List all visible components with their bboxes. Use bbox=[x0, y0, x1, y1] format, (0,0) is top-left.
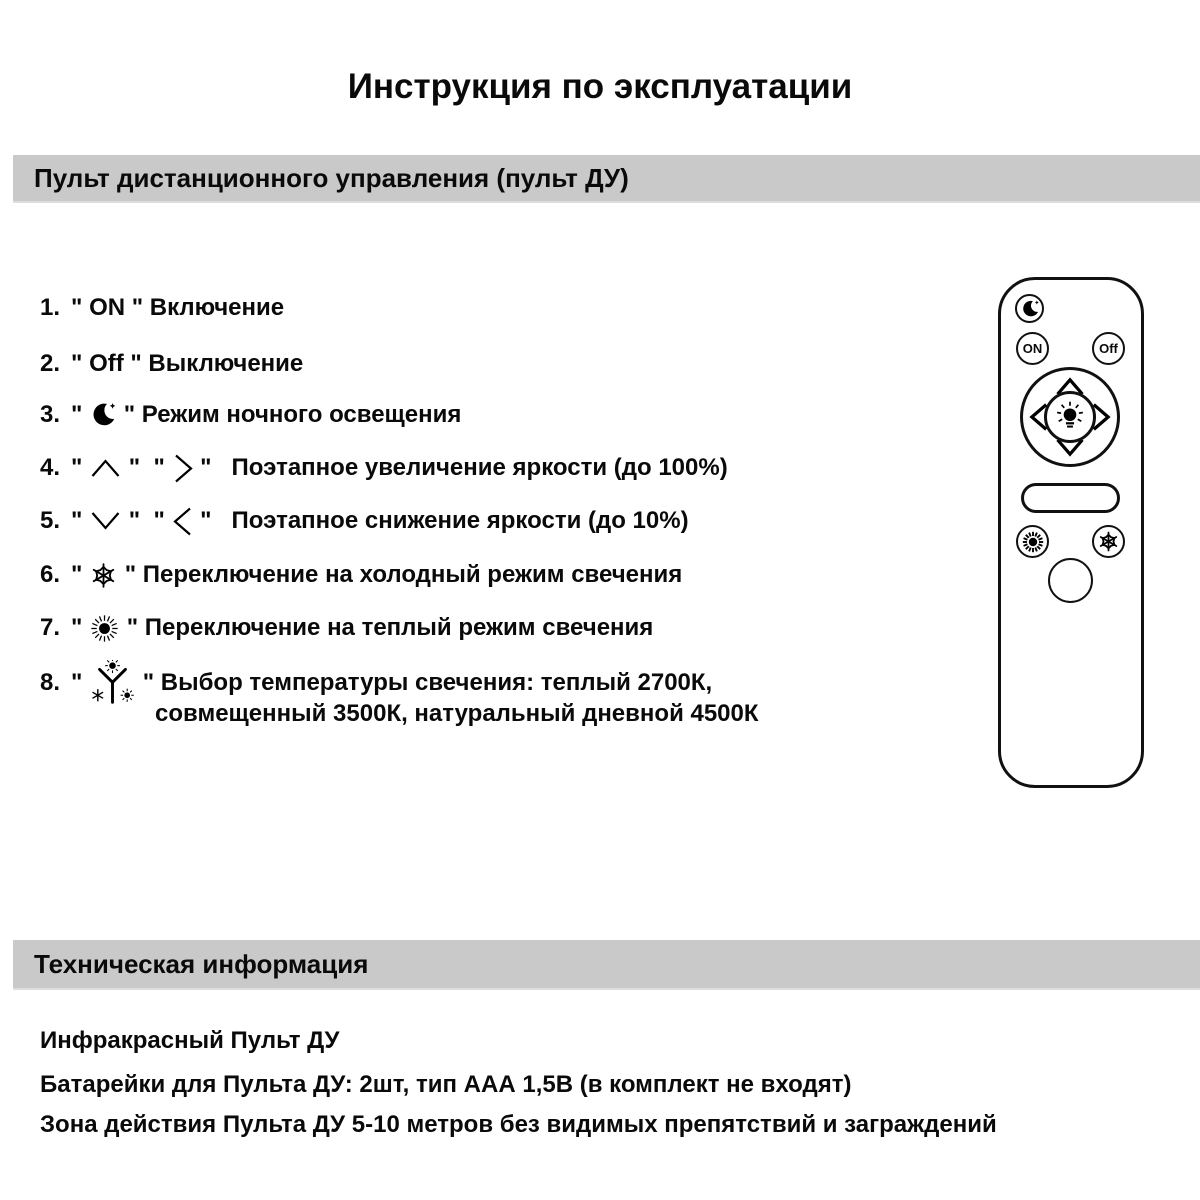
item-text: " bbox=[71, 561, 90, 588]
off-button bbox=[1092, 332, 1125, 365]
item-text: " " bbox=[122, 507, 172, 534]
item-text: " " bbox=[122, 454, 172, 481]
section-header-remote-label: Пульт дистанционного управления (пульт ДУ) bbox=[34, 162, 629, 193]
instruction-item-2 bbox=[40, 347, 303, 381]
tech-line-batteries: Батарейки для Пульта ДУ: 2шт, тип ААА 1,5В (в комплект не входят) bbox=[40, 1071, 852, 1098]
item-number: 6. bbox=[40, 561, 61, 588]
blank-pill-button bbox=[1021, 483, 1120, 513]
off-button-label: Off bbox=[1099, 341, 1118, 356]
instruction-item-7 bbox=[40, 611, 653, 645]
on-button-label: ON bbox=[1022, 341, 1043, 356]
moon-star-icon bbox=[89, 401, 117, 429]
chevron-up-icon bbox=[89, 457, 122, 479]
item-number: 7. bbox=[40, 614, 61, 641]
brightness-center-button bbox=[1044, 391, 1096, 443]
item-text: " Поэтапное увеличение яркости (до 100%) bbox=[193, 454, 728, 481]
item-number: 5. bbox=[40, 507, 61, 534]
sun-icon bbox=[1021, 530, 1045, 554]
blank-round-button bbox=[1048, 558, 1093, 603]
section-header-tech bbox=[13, 940, 1200, 990]
chevron-right-icon bbox=[172, 452, 194, 485]
cold-mode-button bbox=[1092, 525, 1125, 558]
sun-icon bbox=[89, 613, 120, 644]
item-text: " bbox=[71, 669, 90, 696]
item-number: 3. bbox=[40, 401, 61, 428]
warm-mode-button bbox=[1016, 525, 1049, 558]
item-text: " Поэтапное снижение яркости (до 10%) bbox=[193, 507, 689, 534]
item-text: " bbox=[71, 614, 90, 641]
item-text: " Переключение на холодный режим свечения bbox=[118, 561, 683, 588]
item-text: " bbox=[71, 454, 90, 481]
item-number: 1. bbox=[40, 294, 61, 321]
instruction-item-8-line2: совмещенный 3500К, натуральный дневной 4500К bbox=[155, 700, 759, 727]
item-number: 8. bbox=[40, 669, 61, 696]
chevron-left-icon bbox=[172, 505, 194, 538]
snowflake-icon bbox=[1097, 530, 1120, 553]
night-mode-button bbox=[1015, 294, 1044, 323]
item-number: 4. bbox=[40, 454, 61, 481]
instruction-item-4 bbox=[40, 451, 728, 485]
item-text: " Выбор температуры свечения: теплый 2700К, bbox=[136, 669, 713, 696]
item-text: " Переключение на теплый режим свечения bbox=[120, 614, 654, 641]
chevron-down-icon bbox=[89, 510, 122, 532]
moon-star-icon bbox=[1020, 299, 1040, 319]
instruction-item-8 bbox=[40, 666, 712, 700]
item-number: 2. bbox=[40, 350, 61, 377]
instruction-item-3 bbox=[40, 398, 461, 432]
lightbulb-icon bbox=[1052, 399, 1088, 435]
instruction-item-5 bbox=[40, 504, 689, 538]
section-header-tech-label: Техническая информация bbox=[34, 948, 369, 979]
tech-line-remote-type: Инфракрасный Пульт ДУ bbox=[40, 1027, 340, 1054]
item-text: " bbox=[71, 401, 90, 428]
section-header-remote bbox=[13, 155, 1200, 203]
instruction-item-6 bbox=[40, 558, 682, 592]
page-title: Инструкция по эксплуатации bbox=[347, 67, 853, 106]
item-text: " bbox=[71, 507, 90, 534]
item-text: " Off " Выключение bbox=[71, 350, 304, 377]
remote-control-illustration bbox=[998, 277, 1144, 788]
item-text: " Режим ночного освещения bbox=[117, 401, 462, 428]
item-text: " ON " Включение bbox=[71, 294, 285, 321]
instruction-item-1 bbox=[40, 291, 284, 325]
nav-pad bbox=[1020, 367, 1120, 467]
on-button bbox=[1016, 332, 1049, 365]
temp-select-icon bbox=[89, 660, 136, 707]
snowflake-icon bbox=[89, 561, 118, 590]
tech-line-range: Зона действия Пульта ДУ 5-10 метров без видимых препятствий и заграждений bbox=[40, 1111, 997, 1138]
